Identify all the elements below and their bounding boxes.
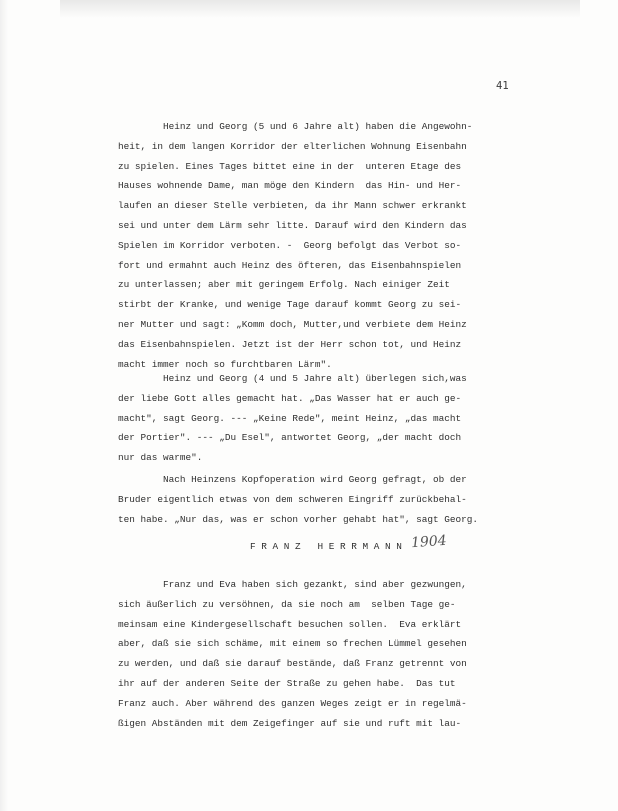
text-line: Bruder eigentlich etwas von dem schweren Eingriff zurückbehal- [118, 493, 467, 505]
paragraph-franz-eva [118, 575, 528, 733]
paragraph-heinz-georg-eisenbahn [118, 117, 528, 374]
text-line: Franz auch. Aber während des ganzen Weges zeigt er in regelmä- [118, 697, 467, 709]
text-line: ten habe. „Nur das, was er schon vorher gehabt hat", sagt Georg. [118, 513, 479, 525]
text-line: der Portier". --- „Du Esel", antwortet Georg, „der macht doch [118, 432, 462, 444]
section-heading: F R A N Z H E R R M A N N [250, 541, 402, 552]
page-number: 41 [496, 80, 509, 92]
text-line: sich äußerlich zu versöhnen, da sie noch am selben Tage ge- [118, 598, 456, 610]
text-line: heit, in dem langen Korridor der elterlichen Wohnung Eisenbahn [118, 140, 467, 152]
text-line: der liebe Gott alles gemacht hat. „Das Wasser hat er auch ge- [118, 392, 462, 404]
text-line: ihr auf der anderen Seite der Straße zu gehen habe. Das tut [118, 677, 456, 689]
scan-shadow-left [0, 0, 8, 811]
text-line: laufen an dieser Stelle verbieten, da ihr Mann schwer erkrankt [118, 200, 467, 212]
text-line: meinsam eine Kindergesellschaft besuchen sollen. Eva erklärt [118, 618, 462, 630]
text-line: Nach Heinzens Kopfoperation wird Georg gefragt, ob der [118, 474, 467, 485]
text-line: stirbt der Kranke, und wenige Tage darauf kommt Georg zu sei- [118, 299, 462, 311]
scan-shadow-top [60, 0, 580, 18]
text-line: macht immer noch so furchtbaren Lärm". [118, 358, 332, 370]
text-line: zu werden, und daß sie darauf bestände, daß Franz getrennt von [118, 658, 467, 670]
text-line: ßigen Abständen mit dem Zeigefinger auf sie und ruft mit lau- [118, 717, 462, 729]
text-line: sei und unter dem Lärm sehr litte. Darauf wird den Kindern das [118, 219, 467, 231]
text-line: ner Mutter und sagt: „Komm doch, Mutter,und verbiete dem Heinz [118, 318, 467, 330]
text-line: aber, daß sie sich schäme, mit einem so frechen Lümmel gesehen [118, 638, 467, 650]
text-line: zu spielen. Eines Tages bittet eine in der unteren Etage des [118, 160, 462, 172]
handwritten-year-note: 1904 [410, 532, 448, 552]
text-line: das Eisenbahnspielen. Jetzt ist der Herr schon tot, und Heinz [118, 338, 462, 350]
text-line: fort und ermahnt auch Heinz des öfteren, das Eisenbahnspielen [118, 259, 462, 271]
text-line: macht", sagt Georg. --- „Keine Rede", meint Heinz, „das macht [118, 412, 462, 424]
text-line: nur das warme". [118, 452, 203, 464]
text-line: zu unterlassen; aber mit geringem Erfolg. Nach einiger Zeit [118, 279, 450, 291]
paragraph-heinz-georg-gott [118, 369, 528, 468]
paragraph-kopfoperation [118, 470, 528, 529]
text-line: Spielen im Korridor verboten. - Georg befolgt das Verbot so- [118, 239, 462, 251]
text-line: Hauses wohnende Dame, man möge den Kindern das Hin- und Her- [118, 180, 462, 192]
text-line: Heinz und Georg (4 und 5 Jahre alt) überlegen sich,was [118, 373, 467, 384]
text-line: Franz und Eva haben sich gezankt, sind aber gezwungen, [118, 579, 467, 590]
text-line: Heinz und Georg (5 und 6 Jahre alt) haben die Angewohn- [118, 121, 473, 132]
